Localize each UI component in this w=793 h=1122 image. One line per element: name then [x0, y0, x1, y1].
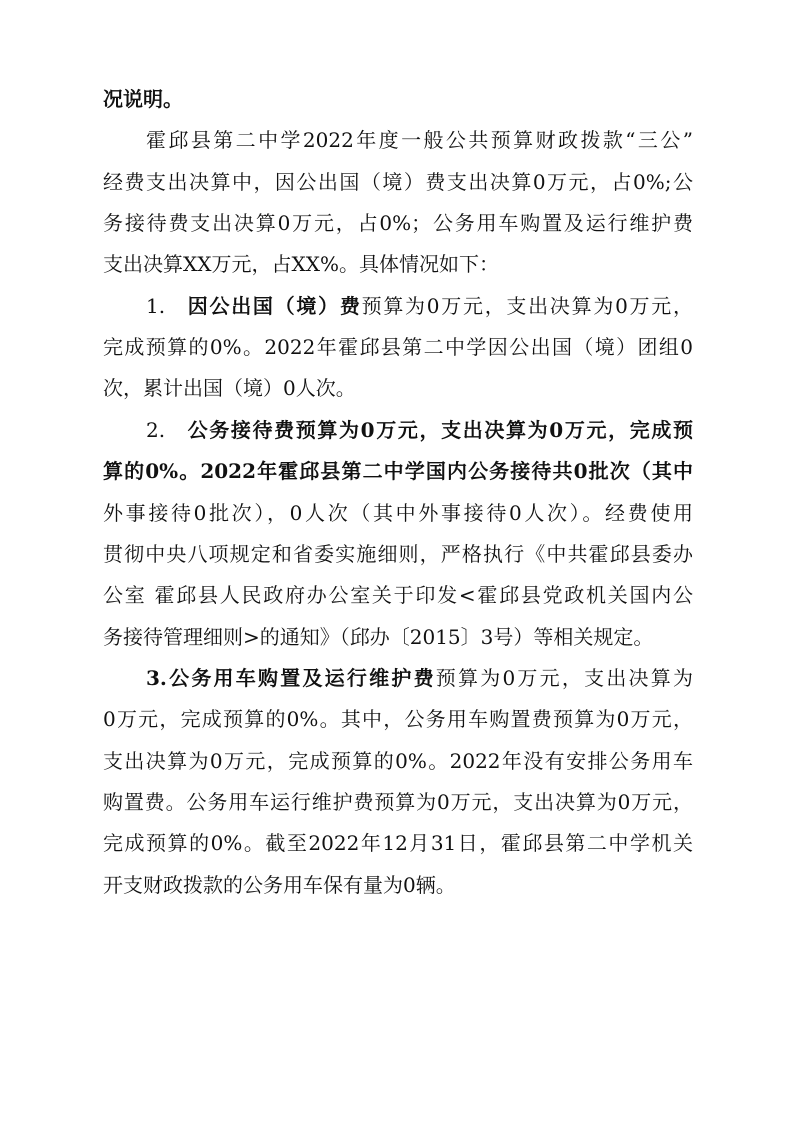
item3-line2: 0万元，完成预算的0%。其中，公务用车购置费预算为0万元， [103, 707, 693, 731]
intro-tail: 况说明。 [103, 87, 183, 111]
item3-title: 3.公务用车购置及运行维护费 [146, 666, 436, 690]
item3-line1-rest: 预算为0万元，支出决算为 [435, 666, 693, 690]
item3-line1 [146, 663, 693, 693]
para1-line1: 霍邱县第二中学2022年度一般公共预算财政拨款“三公” [146, 128, 693, 152]
item3-line6: 开支财政拨款的公务用车保有量为0辆。 [103, 873, 456, 897]
item2-line3: 外事接待0批次），0人次（其中外事接待0人次）。经费使用 [103, 501, 693, 525]
item2-line6: 务接待管理细则>的通知》（邱办〔2015〕3号）等相关规定。 [103, 625, 654, 649]
item3-line3: 支出决算为0万元，完成预算的0%。2022年没有安排公务用车 [103, 749, 693, 773]
item2-line4: 贯彻中央八项规定和省委实施细则，严格执行《中共霍邱县委办 [103, 542, 693, 566]
para1-line2: 经费支出决算中，因公出国（境）费支出决算0万元，占0%;公 [103, 170, 693, 194]
item3-line5: 完成预算的0%。截至2022年12月31日，霍邱县第二中学机关 [103, 831, 693, 855]
item2-line1 [146, 415, 693, 445]
item1-title: 因公出国（境）费 [186, 294, 362, 318]
item1-line3: 次，累计出国（境）0人次。 [103, 376, 356, 400]
item1-number: 1. [146, 294, 166, 318]
item2-line2: 算的0%。2022年霍邱县第二中学国内公务接待共0批次（其中 [103, 459, 693, 483]
para1-line4: 支出决算XX万元，占XX%。具体情况如下： [103, 252, 499, 276]
item2-line5: 公室 霍邱县人民政府办公室关于印发<霍邱县党政机关国内公 [103, 583, 693, 607]
para1-line3: 务接待费支出决算0万元，占0%；公务用车购置及运行维护费 [103, 211, 693, 235]
item1-line2: 完成预算的0%。2022年霍邱县第二中学因公出国（境）团组0 [103, 335, 693, 359]
item1-line1-rest: 预算为0万元，支出决算为0万元， [361, 294, 694, 318]
item2-number: 2. [146, 418, 166, 442]
item3-line4: 购置费。公务用车运行维护费预算为0万元，支出决算为0万元， [103, 790, 693, 814]
item1-line1 [146, 291, 693, 321]
item2-line1-text: 公务接待费预算为0万元，支出决算为0万元，完成预 [186, 418, 693, 442]
